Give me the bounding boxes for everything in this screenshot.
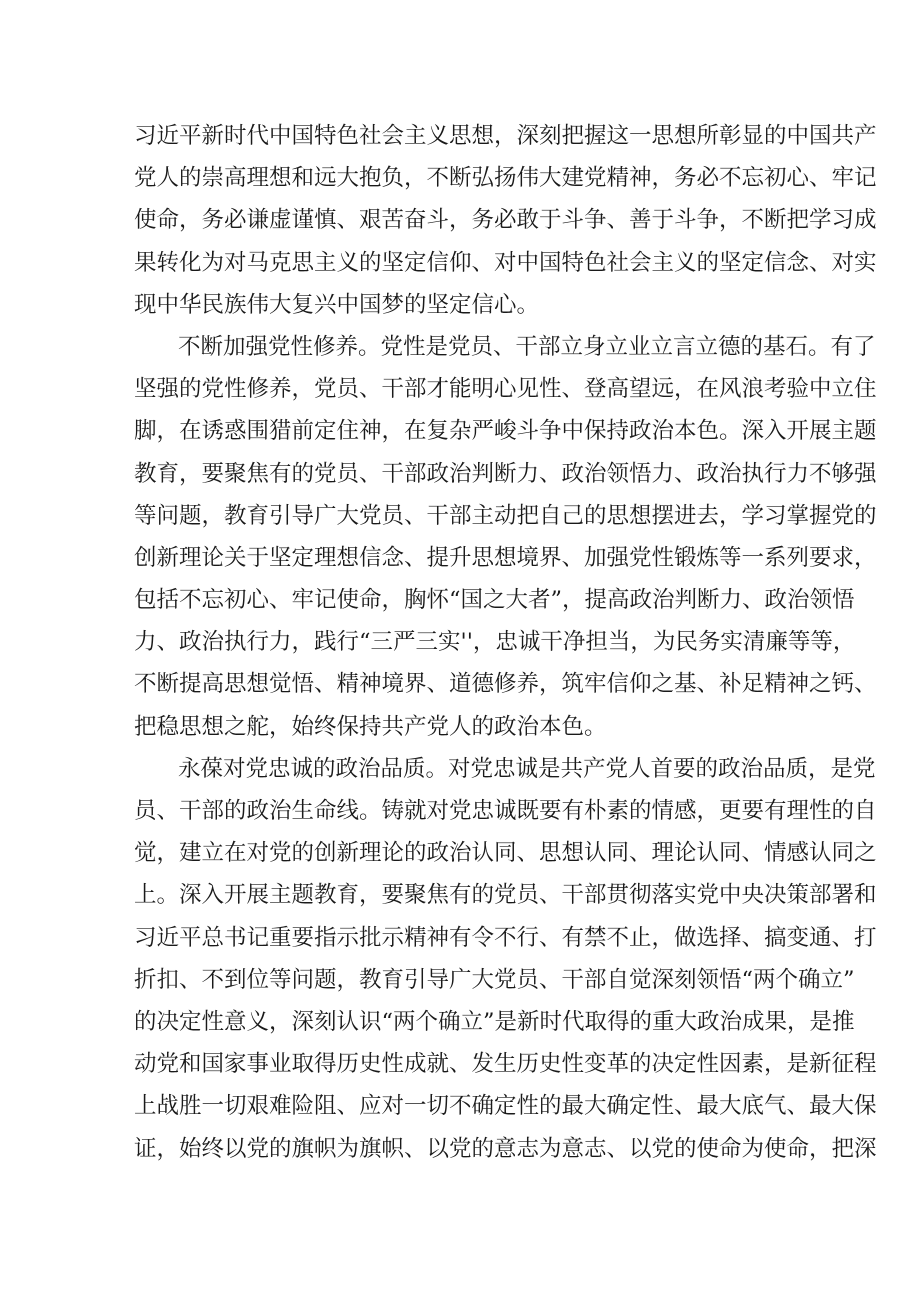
paragraph-heading-line: 永葆对党忠诚的政治品质。对党忠诚是共产党人首要的政治品质，是党: [178, 755, 876, 782]
text-line: 把稳思想之舵，始终保持共产党人的政治本色。: [134, 713, 607, 740]
text-line: 现中华民族伟大复兴中国梦的坚定信心。: [134, 291, 540, 318]
text-line: 的决定性意义，深刻认识“两个确立”是新时代取得的重大政治成果，是推: [134, 1008, 855, 1035]
text-line: 上战胜一切艰难险阻、应对一切不确定性的最大确定性、最大底气、最大保: [134, 1093, 877, 1120]
text-line: 创新理论关于坚定理想信念、提升思想境界、加强党性锻炼等一系列要求，: [134, 544, 877, 571]
text-line: 习近平新时代中国特色社会主义思想，深刻把握这一思想所彰显的中国共产: [134, 123, 877, 149]
paragraph-heading-line: 不断加强党性修养。党性是党员、干部立身立业立言立德的基石。有了: [178, 333, 876, 360]
text-line: 动党和国家事业取得历史性成就、发生历史性变革的决定性因素，是新征程: [134, 1051, 877, 1078]
text-line: 觉，建立在对党的创新理论的政治认同、思想认同、理论认同、情感认同之: [134, 840, 877, 867]
text-line: 力、政治执行力，践行“三严三实''，忠诚干净担当，为民务实清廉等等，: [134, 629, 856, 656]
text-line: 等问题，教育引导广大党员、干部主动把自己的思想摆进去，学习掌握党的: [134, 502, 877, 529]
text-line: 使命，务必谦虚谨慎、艰苦奋斗，务必敢于斗争、善于斗争，不断把学习成: [134, 207, 877, 234]
text-line: 不断提高思想觉悟、精神境界、道德修养，筑牢信仰之基、补足精神之钙、: [134, 671, 877, 698]
text-line: 教育，要聚焦有的党员、干部政治判断力、政治领悟力、政治执行力不够强: [134, 460, 877, 487]
text-line: 折扣、不到位等问题，教育引导广大党员、干部自觉深刻领悟“两个确立”: [134, 966, 855, 993]
text-line: 上。深入开展主题教育，要聚焦有的党员、干部贯彻落实党中央决策部署和: [134, 882, 877, 909]
text-line: 果转化为对马克思主义的坚定信仰、对中国特色社会主义的坚定信念、对实: [134, 249, 877, 276]
text-line: 习近平总书记重要指示批示精神有令不行、有禁不止，做选择、搞变通、打: [134, 924, 877, 951]
document-body: [134, 115, 877, 1170]
text-line: 员、干部的政治生命线。铸就对党忠诚既要有朴素的情感，更要有理性的自: [134, 798, 877, 824]
text-line: 脚，在诱惑围猎前定住神，在复杂严峻斗争中保持政治本色。深入开展主题: [134, 418, 877, 445]
text-line: 坚强的党性修养，党员、干部才能明心见性、登高望远，在风浪考验中立住: [134, 376, 877, 403]
text-line: 包括不忘初心、牢记使命，胸怀“国之大者”，提高政治判断力、政治领悟: [134, 587, 855, 614]
text-line: 证，始终以党的旗帜为旗帜、以党的意志为意志、以党的使命为使命，把深: [134, 1135, 877, 1162]
text-line: 党人的崇高理想和远大抱负，不断弘扬伟大建党精神，务必不忘初心、牢记: [134, 165, 877, 192]
